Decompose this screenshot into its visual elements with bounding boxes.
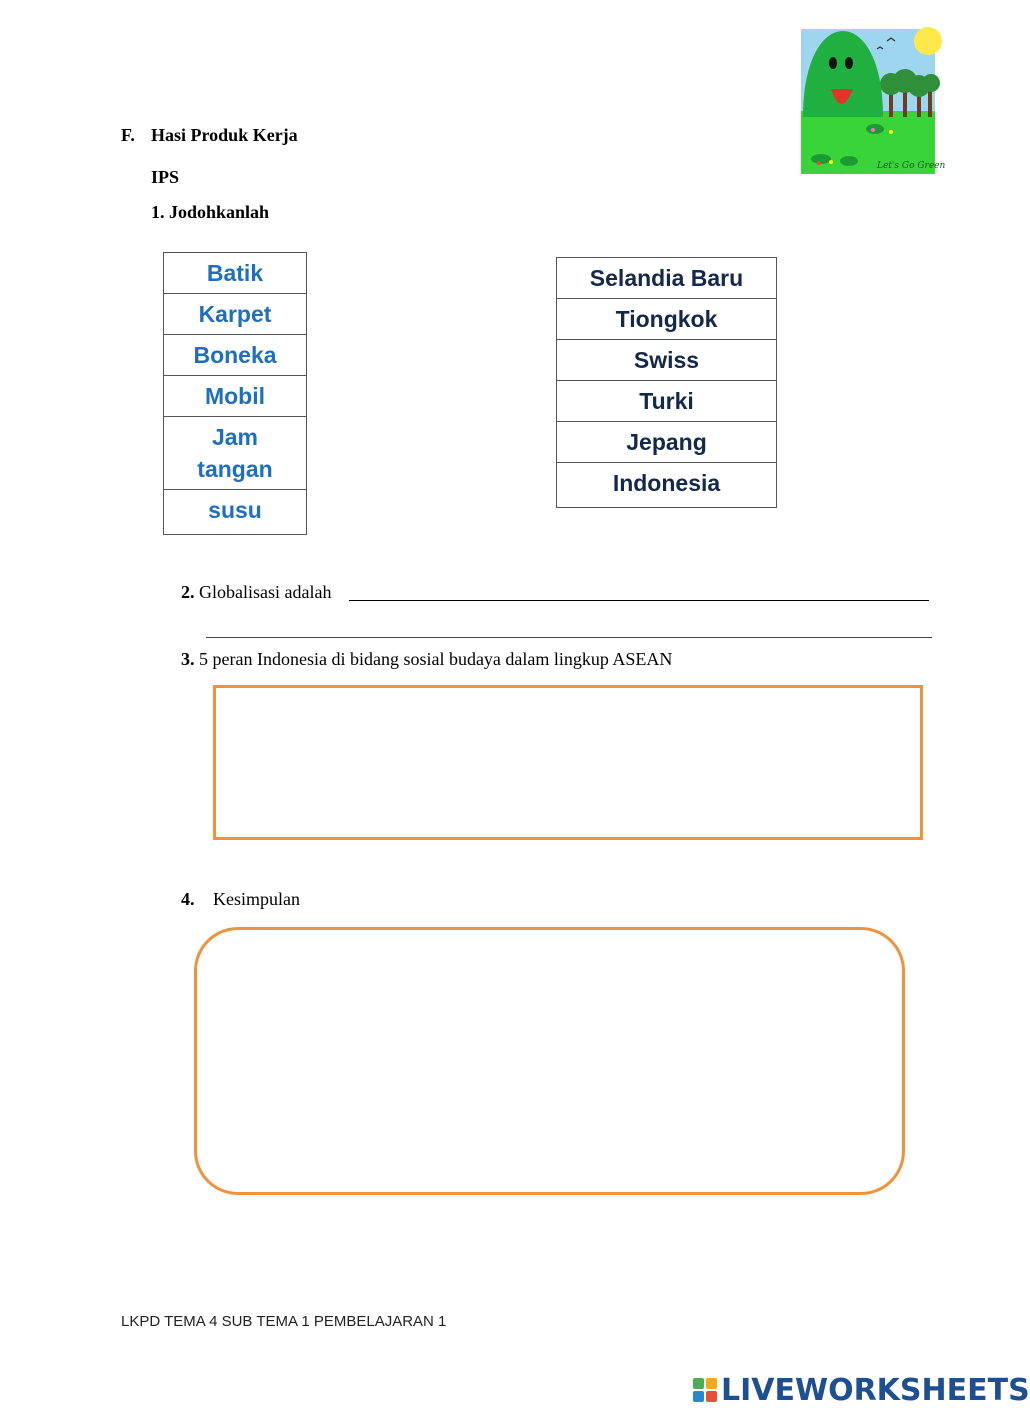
logo-caption: Let's Go Green (877, 161, 946, 171)
left-match-table (163, 252, 307, 535)
question-4-number: 4. (181, 889, 195, 909)
question-2-number: 2. (181, 582, 195, 602)
question-3-number: 3. (181, 649, 195, 669)
left-item[interactable]: Batik (164, 253, 307, 294)
question-2-text: Globalisasi adalah (199, 582, 332, 602)
footer-text: LKPD TEMA 4 SUB TEMA 1 PEMBELAJARAN 1 (121, 1313, 447, 1330)
left-item[interactable]: Karpet (164, 294, 307, 335)
question-1-label: 1. Jodohkanlah (151, 202, 270, 222)
liveworksheets-logo (693, 1374, 1030, 1406)
right-item[interactable]: Swiss (557, 340, 777, 381)
question-3-text: 5 peran Indonesia di bidang sosial budaya dalam lingkup ASEAN (199, 649, 673, 669)
question-4-text: Kesimpulan (213, 889, 300, 909)
left-item[interactable]: Boneka (164, 335, 307, 376)
question-2 (181, 582, 331, 603)
right-item[interactable]: Selandia Baru (557, 258, 777, 299)
answer-line-1[interactable] (349, 584, 929, 601)
left-item[interactable]: Mobil (164, 376, 307, 417)
right-item[interactable]: Tiongkok (557, 299, 777, 340)
section-letter: F. (121, 125, 135, 145)
asean-roles-answer-box[interactable] (213, 685, 923, 840)
right-match-table (556, 257, 777, 508)
right-item[interactable]: Turki (557, 381, 777, 422)
section-title: Hasi Produk Kerja (151, 125, 298, 145)
question-4 (181, 889, 300, 910)
conclusion-answer-box[interactable] (194, 927, 905, 1195)
lets-go-green-illustration (801, 29, 946, 174)
subject-label: IPS (151, 167, 180, 187)
question-3 (181, 649, 672, 670)
left-item[interactable]: susu (164, 490, 307, 535)
right-item[interactable]: Jepang (557, 422, 777, 463)
liveworksheets-icon (693, 1378, 717, 1402)
brand-name: LIVEWORKSHEETS (721, 1372, 1030, 1408)
left-item[interactable]: Jam tangan (164, 417, 307, 490)
right-item[interactable]: Indonesia (557, 463, 777, 508)
answer-line-2[interactable] (206, 622, 932, 638)
